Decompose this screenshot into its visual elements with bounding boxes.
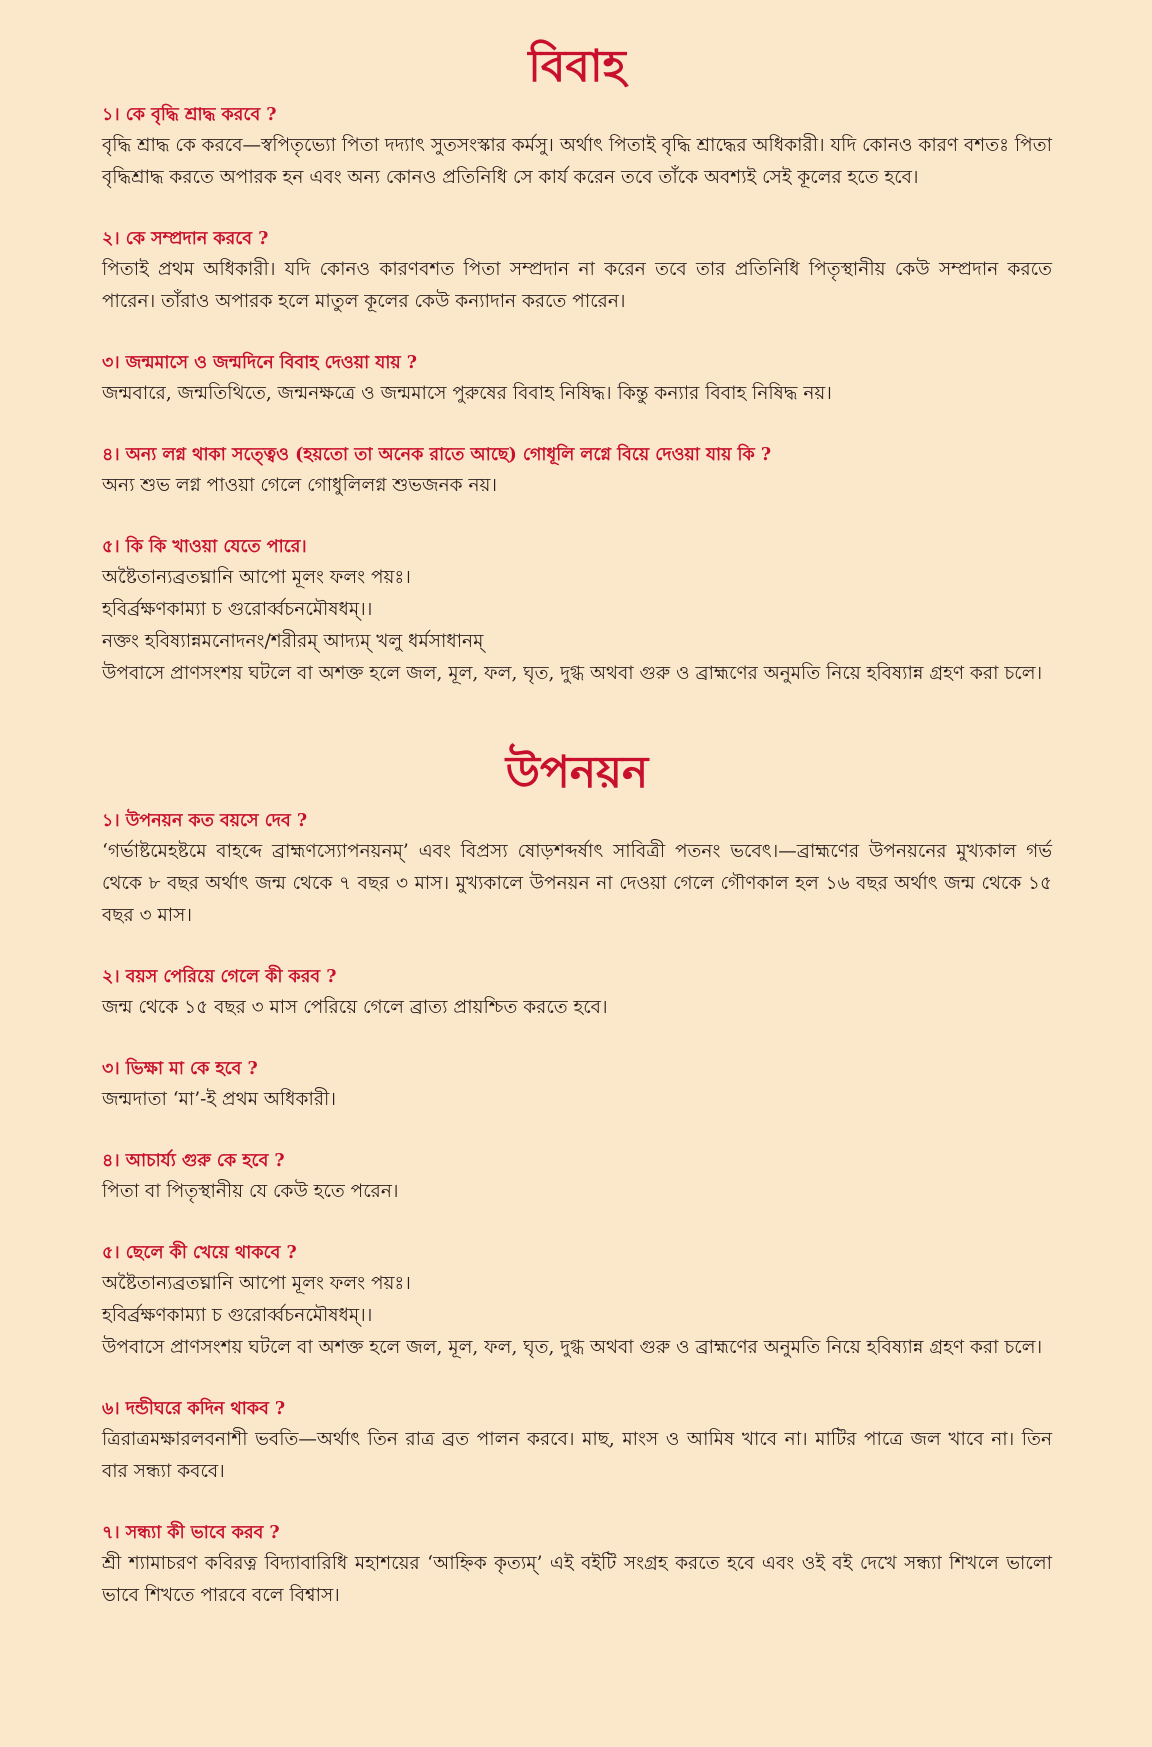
answer: বৃদ্ধি শ্রাদ্ধ কে করবে—স্বপিতৃভ্যো পিতা দদ্যাৎ সুতসংস্কার কর্মসু। অর্থাৎ পিতাই বৃদ্ধি শ্রাদ্ধের অধিকারী। যদি কোনও কারণ বশতঃ পিতা বৃদ্ধিশ্রাদ্ধ করতে অপারক হন এবং অন্য কোনও প্রতিনিধি সে কার্য করেন তবে তাঁকে অবশ্যই সেই কূলের হতে হবে।: [102, 135, 1052, 188]
question: ৫। ছেলে কী খেয়ে থাকবে ?: [102, 1243, 297, 1263]
qa-item: [102, 532, 1052, 690]
answer: জন্মদাতা ‘মা’-ই প্রথম অধিকারী।: [102, 1089, 336, 1110]
question: ২। বয়স পেরিয়ে গেলে কী করব ?: [102, 967, 337, 987]
qa-item: [102, 1238, 1052, 1364]
section-vivah: [102, 38, 1052, 690]
question: ৩। ভিক্ষা মা কে হবে ?: [102, 1059, 258, 1079]
answer: উপবাসে প্রাণসংশয় ঘটলে বা অশক্ত হলে জল, মূল, ফল, ঘৃত, দুগ্ধ অথবা গুরু ও ব্রাহ্মণের অনুমতি নিয়ে হবিষ্যান্ন গ্রহণ করা চলে।: [102, 1337, 1043, 1358]
verse-line: হবির্ব্রক্ষণকাম্যা চ গুরোর্ব্বচনমৌষধম্।।: [102, 1305, 373, 1326]
qa-item: [102, 224, 1052, 318]
qa-item: [102, 440, 1052, 502]
qa-item: [102, 348, 1052, 410]
question: ৬। দন্ডীঘরে কদিন থাকব ?: [102, 1399, 286, 1419]
question: ৪। আচার্য্য গুরু কে হবে ?: [102, 1151, 285, 1171]
answer: ত্রিরাত্রমক্ষারলবনাশী ভবতি—অর্থাৎ তিন রাত্র ব্রত পালন করবে। মাছ, মাংস ও আমিষ খাবে না। মাটির পাত্রে জল খাবে না। তিন বার সন্ধ্যা কববে।: [102, 1429, 1052, 1482]
answer: অন্য শুভ লগ্ন পাওয়া গেলে গোধুলিলগ্ন শুভজনক নয়।: [102, 475, 497, 496]
answer: ‘গর্ভাষ্টমেহষ্টমে বাহব্দে ব্রাহ্মণস্যোপনয়নম্’ এবং বিপ্রস্য ষোড়শব্দর্ষাৎ সাবিত্রী পতনং ভবেৎ।—ব্রাহ্মণের উপনয়নের মুখ্যকাল গর্ভ থেকে ৮ বছর অর্থাৎ জন্ম থেকে ৭ বছর ৩ মাস। মুখ্যকালে উপনয়ন না দেওয়া গেলে গৌণকাল হল ১৬ বছর অর্থাৎ জন্ম থেকে ১৫ বছর ৩ মাস।: [102, 841, 1052, 926]
question: ৭। সন্ধ্যা কী ভাবে করব ?: [102, 1523, 280, 1543]
question: ৫। কি কি খাওয়া যেতে পারে।: [102, 537, 307, 557]
qa-item: [102, 962, 1052, 1024]
answer: জন্ম থেকে ১৫ বছর ৩ মাস পেরিয়ে গেলে ব্রাত্য প্রায়শ্চিত করতে হবে।: [102, 997, 608, 1018]
question: ২। কে সম্প্রদান করবে ?: [102, 229, 269, 249]
verse-line: হবির্ব্রক্ষণকাম্যা চ গুরোর্ব্বচনমৌষধম্।।: [102, 599, 373, 620]
qa-item: [102, 1518, 1052, 1612]
verse-line: অষ্টৈতান্যব্রতঘ্নানি আপো মূলং ফলং পয়ঃ।: [102, 1273, 411, 1294]
section-title: বিবাহ: [528, 41, 626, 92]
question: ১। কে বৃদ্ধি শ্রাদ্ধ করবে ?: [102, 105, 277, 125]
question: ১। উপনয়ন কত বয়সে দেব ?: [102, 811, 308, 831]
qa-item: [102, 1394, 1052, 1488]
question: ৪। অন্য লগ্ন থাকা সত্ত্বেও (হয়তো তা অনেক রাতে আছে) গোধূলি লগ্নে বিয়ে দেওয়া যায় কি ?: [102, 445, 772, 465]
qa-item: [102, 806, 1052, 932]
answer: পিতা বা পিতৃস্থানীয় যে কেউ হতে পরেন।: [102, 1181, 399, 1202]
qa-item: [102, 1054, 1052, 1116]
question: ৩। জন্মমাসে ও জন্মদিনে বিবাহ দেওয়া যায় ?: [102, 353, 418, 373]
section-title: উপনয়ন: [505, 747, 649, 798]
answer: জন্মবারে, জন্মতিথিতে, জন্মনক্ষত্রে ও জন্মমাসে পুরুষের বিবাহ নিষিদ্ধ। কিন্তু কন্যার বিবাহ নিষিদ্ধ নয়।: [102, 383, 832, 404]
qa-item: [102, 100, 1052, 194]
answer: শ্রী শ্যামাচরণ কবিরত্ন বিদ্যাবারিধি মহাশয়ের ‘আহ্নিক কৃত্যম্’ এই বইটি সংগ্রহ করতে হবে এবং ওই বই দেখে সন্ধ্যা শিখলে ভালো ভাবে শিখতে পারবে বলে বিশ্বাস।: [102, 1553, 1052, 1606]
answer: উপবাসে প্রাণসংশয় ঘটলে বা অশক্ত হলে জল, মূল, ফল, ঘৃত, দুগ্ধ অথবা গুরু ও ব্রাহ্মণের অনুমতি নিয়ে হবিষ্যান্ন গ্রহণ করা চলে।: [102, 663, 1043, 684]
verse-line: নক্তং হবিষ্যান্নমনোদনং/শরীরম্ আদ্যম্ খলু ধর্মসাধানম্: [102, 631, 484, 652]
section-upanayan: [102, 744, 1052, 1612]
answer: পিতাই প্রথম অধিকারী। যদি কোনও কারণবশত পিতা সম্প্রদান না করেন তবে তার প্রতিনিধি পিতৃস্থানীয় কেউ সম্প্রদান করতে পারেন। তাঁরাও অপারক হলে মাতুল কূলের কেউ কন্যাদান করতে পারেন।: [102, 259, 1052, 312]
qa-item: [102, 1146, 1052, 1208]
verse-line: অষ্টৈতান্যব্রতঘ্নানি আপো মূলং ফলং পয়ঃ।: [102, 567, 411, 588]
